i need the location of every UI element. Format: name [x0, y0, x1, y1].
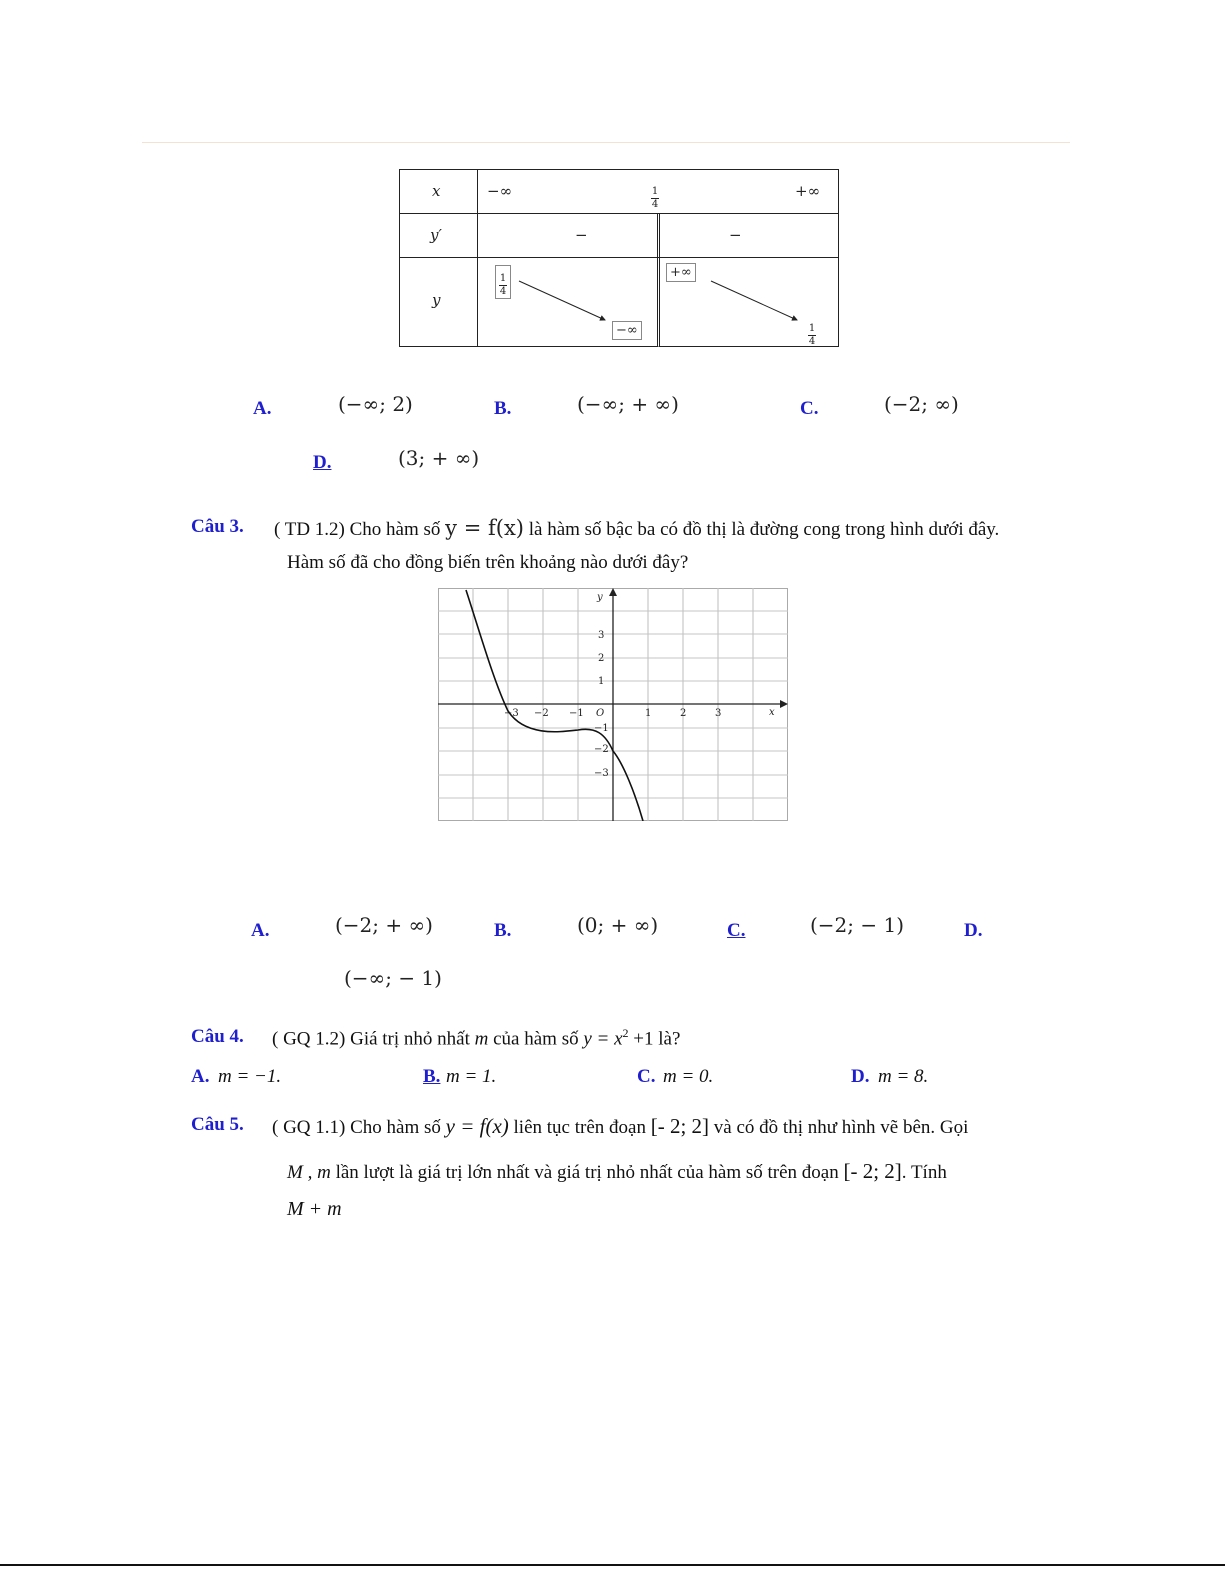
- graph-origin-label: O: [596, 708, 605, 719]
- yp-right-sign: −: [729, 226, 742, 244]
- q4-label: Câu 4.: [191, 1026, 244, 1047]
- q5-statement: ( GQ 1.1) Cho hàm số y = f(x) liên tục trên đoạn [- 2; 2] và có đồ thị như hình vẽ bên. Gọi: [272, 1114, 969, 1138]
- q3-option-d-letter[interactable]: D.: [964, 920, 983, 941]
- q4-option-c-letter[interactable]: C.: [637, 1066, 656, 1087]
- q3-statement: ( TD 1.2) Cho hàm số y = f(x) là hàm số bậc ba có đồ thị là đường cong trong hình dưới đây.: [274, 516, 1000, 540]
- x-tick-label: −3: [504, 708, 519, 719]
- y-tick-label: −1: [594, 723, 609, 734]
- q4-option-a-value: m = −1.: [218, 1066, 282, 1087]
- prev-option-d-letter[interactable]: D.: [313, 452, 332, 473]
- graph-x-label: x: [769, 707, 775, 718]
- q3-formula: y = f(x): [445, 516, 524, 540]
- prev-option-c-value: (−2; ∞): [884, 392, 959, 416]
- q4-option-d-value: m = 8.: [878, 1066, 929, 1087]
- graph-y-label: y: [597, 592, 603, 603]
- q4-option-d-letter[interactable]: D.: [851, 1066, 870, 1087]
- table-arrows: [399, 169, 839, 347]
- q3-cubic-graph: [438, 588, 788, 821]
- variation-table: [399, 169, 839, 347]
- yp-left-sign: −: [575, 226, 588, 244]
- y-tick-label: −2: [594, 744, 609, 755]
- x-right-value: +∞: [795, 182, 821, 200]
- y-tick-label: 2: [598, 653, 605, 664]
- x-tick-label: 1: [645, 708, 652, 719]
- y-tick-label: −3: [594, 768, 609, 779]
- x-tick-label: −2: [534, 708, 549, 719]
- x-left-value: −∞: [487, 182, 513, 200]
- q3-option-a-value: (−2; + ∞): [335, 913, 433, 937]
- x-mid-value: $\frac{1}{4}$: [651, 186, 659, 210]
- y-end-value: $\frac{1}{4}$: [808, 323, 816, 347]
- q3-option-b-value: (0; + ∞): [577, 913, 659, 937]
- prev-option-c-letter[interactable]: C.: [800, 398, 819, 419]
- x-tick-label: 3: [715, 708, 722, 719]
- footer-rule: [0, 1564, 1225, 1566]
- header-rule: [142, 142, 1070, 143]
- q3-label: Câu 3.: [191, 516, 244, 537]
- q4-option-b-value: m = 1.: [446, 1066, 497, 1087]
- q4-statement: ( GQ 1.2) Giá trị nhỏ nhất m của hàm số $y = x^2 +1$ là?: [272, 1026, 681, 1050]
- arrow-decrease-left: [519, 281, 605, 320]
- q4-option-b-letter[interactable]: B.: [423, 1066, 441, 1087]
- prev-option-a-value: (−∞; 2): [338, 392, 413, 416]
- q3-option-c-letter[interactable]: C.: [727, 920, 746, 941]
- y-right-start-value: +∞: [666, 263, 696, 282]
- q3-option-d-value: (−∞; − 1): [344, 966, 442, 990]
- x-tick-label: 2: [680, 708, 687, 719]
- q4-option-a-letter[interactable]: A.: [191, 1066, 210, 1087]
- prev-option-d-value: (3; + ∞): [398, 446, 480, 470]
- q5-label: Câu 5.: [191, 1114, 244, 1135]
- x-tick-label: −1: [569, 708, 584, 719]
- y-start-value: $\frac{1}{4}$: [495, 265, 511, 299]
- prev-option-b-letter[interactable]: B.: [494, 398, 512, 419]
- arrow-decrease-right: [711, 281, 797, 320]
- q4-option-c-value: m = 0.: [663, 1066, 714, 1087]
- y-left-end-value: −∞: [612, 321, 642, 340]
- y-tick-label: 3: [598, 630, 605, 641]
- prev-option-a-letter[interactable]: A.: [253, 398, 272, 419]
- row-label-x: x: [432, 182, 441, 200]
- q3-question-line: Hàm số đã cho đồng biến trên khoảng nào dưới đây?: [287, 552, 689, 573]
- q3-option-a-letter[interactable]: A.: [251, 920, 270, 941]
- y-tick-label: 1: [598, 676, 605, 687]
- q3-option-b-letter[interactable]: B.: [494, 920, 512, 941]
- row-label-yprime: y′: [430, 226, 442, 244]
- q5-line3: M + m: [287, 1198, 342, 1220]
- q3-option-c-value: (−2; − 1): [810, 913, 905, 937]
- row-label-y: y: [432, 291, 441, 309]
- prev-option-b-value: (−∞; + ∞): [577, 392, 679, 416]
- q5-line2: M , m lần lượt là giá trị lớn nhất và giá trị nhỏ nhất của hàm số trên đoạn [- 2; 2]. Tính: [287, 1159, 947, 1183]
